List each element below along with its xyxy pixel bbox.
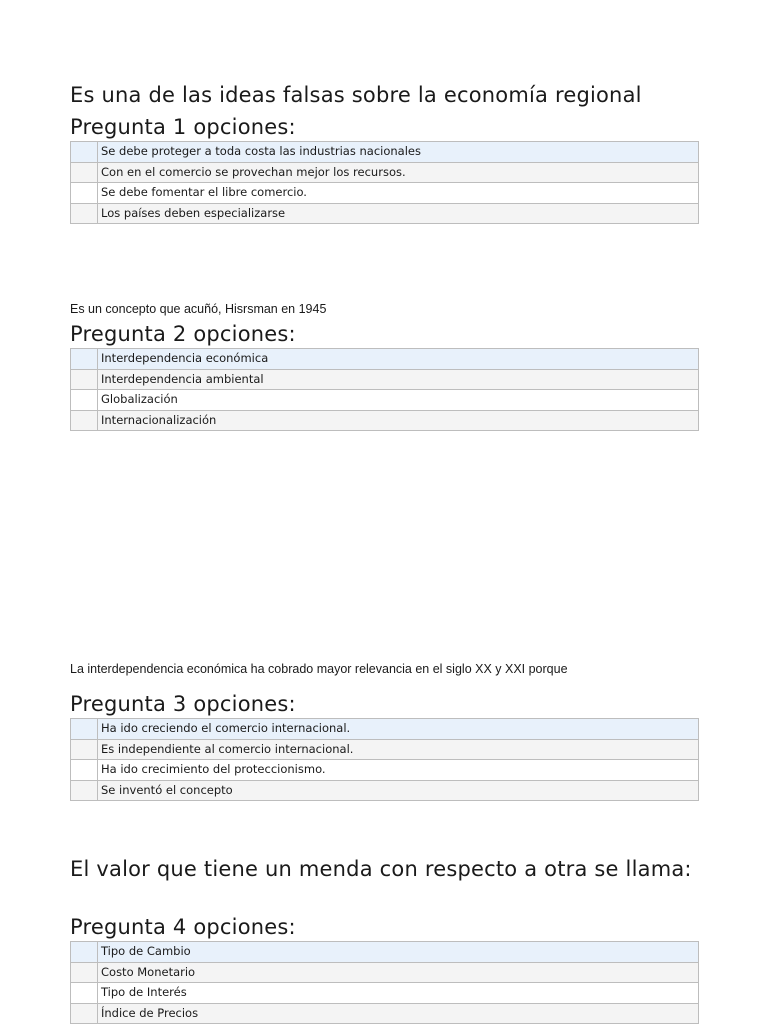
question-4-prompt: El valor que tiene un menda con respecto a otra se llama: — [70, 857, 692, 881]
option-row[interactable] — [71, 390, 699, 411]
question-4-options — [70, 941, 699, 1024]
question-3-prompt: La interdependencia económica ha cobrado mayor relevancia en el siglo XX y XXI porque — [70, 662, 568, 676]
option-label: Costo Monetario — [98, 962, 699, 983]
option-label: Interdependencia económica — [98, 349, 699, 370]
option-selector[interactable] — [71, 962, 98, 983]
option-label: Los países deben especializarse — [98, 203, 699, 224]
option-row[interactable] — [71, 780, 699, 801]
option-label: Ha ido creciendo el comercio internacional. — [98, 719, 699, 740]
option-selector[interactable] — [71, 203, 98, 224]
option-selector[interactable] — [71, 183, 98, 204]
question-4-header: Pregunta 4 opciones: — [70, 915, 296, 939]
option-row[interactable] — [71, 349, 699, 370]
option-label: Con en el comercio se provechan mejor los recursos. — [98, 162, 699, 183]
question-3-header: Pregunta 3 opciones: — [70, 692, 296, 716]
question-2-prompt: Es un concepto que acuñó, Hisrsman en 1945 — [70, 302, 327, 316]
option-label: Se inventó el concepto — [98, 780, 699, 801]
option-label: Tipo de Cambio — [98, 942, 699, 963]
option-selector[interactable] — [71, 739, 98, 760]
option-row[interactable] — [71, 739, 699, 760]
option-selector[interactable] — [71, 390, 98, 411]
option-label: Es independiente al comercio internacional. — [98, 739, 699, 760]
option-row[interactable] — [71, 942, 699, 963]
option-selector[interactable] — [71, 349, 98, 370]
question-1-prompt: Es una de las ideas falsas sobre la economía regional — [70, 83, 642, 107]
option-label: Se debe proteger a toda costa las industrias nacionales — [98, 142, 699, 163]
option-label: Interdependencia ambiental — [98, 369, 699, 390]
option-selector[interactable] — [71, 942, 98, 963]
option-row[interactable] — [71, 1003, 699, 1024]
option-row[interactable] — [71, 183, 699, 204]
option-row[interactable] — [71, 369, 699, 390]
option-selector[interactable] — [71, 760, 98, 781]
question-1-header: Pregunta 1 opciones: — [70, 115, 296, 139]
option-selector[interactable] — [71, 369, 98, 390]
question-1-options — [70, 141, 699, 224]
question-2-options — [70, 348, 699, 431]
option-label: Internacionalización — [98, 410, 699, 431]
option-selector[interactable] — [71, 983, 98, 1004]
option-row[interactable] — [71, 162, 699, 183]
option-row[interactable] — [71, 983, 699, 1004]
option-selector[interactable] — [71, 142, 98, 163]
option-selector[interactable] — [71, 780, 98, 801]
option-selector[interactable] — [71, 1003, 98, 1024]
option-selector[interactable] — [71, 162, 98, 183]
option-row[interactable] — [71, 760, 699, 781]
option-label: Índice de Precios — [98, 1003, 699, 1024]
option-row[interactable] — [71, 142, 699, 163]
option-selector[interactable] — [71, 719, 98, 740]
option-label: Globalización — [98, 390, 699, 411]
option-label: Tipo de Interés — [98, 983, 699, 1004]
option-selector[interactable] — [71, 410, 98, 431]
option-label: Ha ido crecimiento del proteccionismo. — [98, 760, 699, 781]
option-row[interactable] — [71, 962, 699, 983]
option-row[interactable] — [71, 203, 699, 224]
option-label: Se debe fomentar el libre comercio. — [98, 183, 699, 204]
option-row[interactable] — [71, 410, 699, 431]
option-row[interactable] — [71, 719, 699, 740]
question-2-header: Pregunta 2 opciones: — [70, 322, 296, 346]
question-3-options — [70, 718, 699, 801]
